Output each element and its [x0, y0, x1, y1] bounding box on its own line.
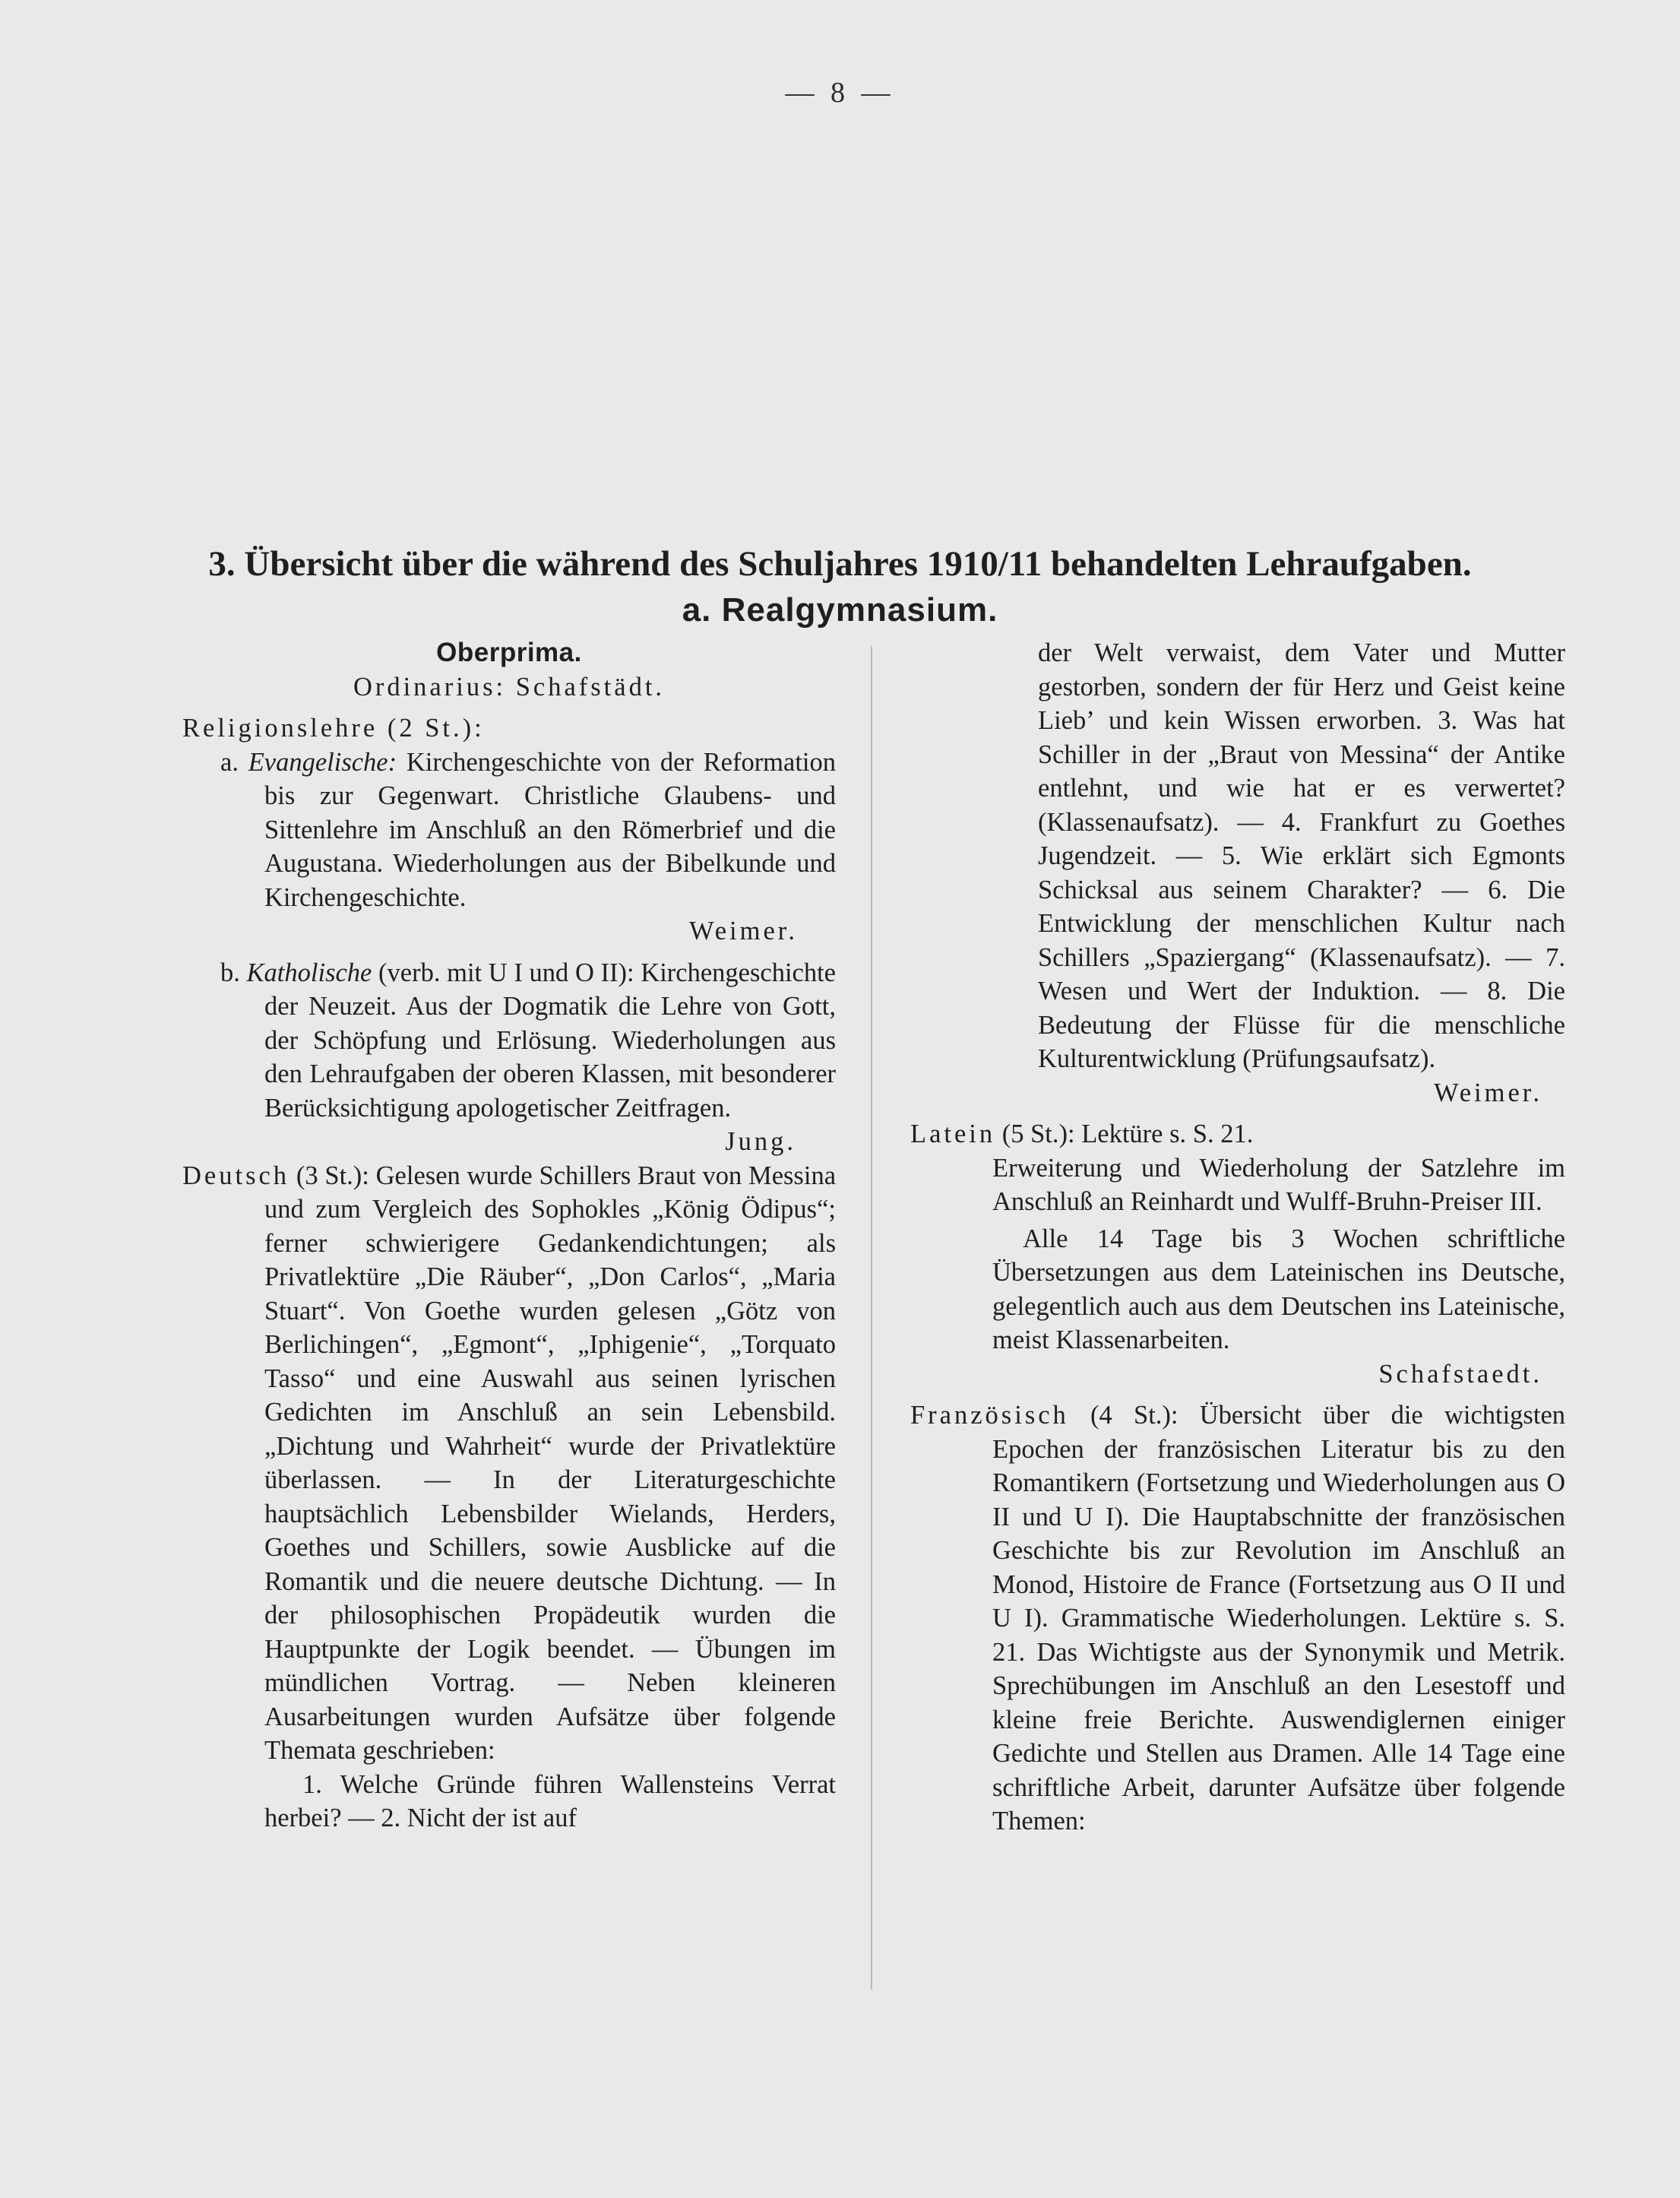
section-title: 3. Übersicht über die während des Schuljahres 1910/11 behandelten Lehraufgaben.	[208, 544, 1472, 584]
deutsch-text: (3 St.): Gelesen wurde Schillers Braut von Messina und zum Vergleich des Sophokles „König Ödipus“; ferner schwierigere Gedankendichtungen; als Privatlektüre „Die Räuber“, „Don Carlos“, „Maria Stuart“. Von Goethe wurden gelesen „Götz von Berlichingen“, „Egmont“, „Iphigenie“, „Torquato Tasso“ und eine Auswahl aus seinen lyrischen Gedichten im Anschluß an sein Lebensbild. „Dichtung und Wahrheit“ wurde der Privatlektüre überlassen. — In der Literaturgeschichte hauptsächlich Lebensbilder Wielands, Herders, Goethes und Schillers, sowie Ausblicke auf die Romantik und die neuere deutsche Dichtung. — In der philosophischen Propädeutik wurden die Hauptpunkte der Logik beendet. — Übungen im mündlichen Vortrag. — Neben kleineren Ausarbeitungen wurden Aufsätze über folgende Themata geschrieben:	[264, 1161, 837, 1765]
religion-a-text: Kirchengeschichte von der Reformation bis zur Gegenwart. Christliche Glaubens- und Sittenlehre im Anschluß an den Römerbrief und die Augustana. Wiederholungen aus der Bibelkunde und Kirchengeschichte.	[264, 747, 836, 912]
religion-b-label: b.	[220, 958, 240, 987]
column-divider	[871, 646, 872, 1990]
religion-a-signature: Weimer.	[688, 917, 798, 945]
deutsch-themes-continued: der Welt verwaist, dem Vater und Mutter gestorben, sondern der für Herz und Geist keine Lieb’ und kein Wissen erworben. 3. Was hat Schiller in der „Braut von Messina“ der Antike entlehnt, und wie hat er es verwertet? (Klassenaufsatz). — 4. Frankfurt zu Goethes Jugendzeit. — 5. Wie erklärt sich Egmonts Schicksal aus seinem Charakter? — 6. Die Entwicklung der menschlichen Kultur nach Schillers „Spaziergang“ (Klassenaufsatz). — 7. Wesen und Wert der Induktion. — 8. Die Bedeutung der Flüsse für die menschliche Kulturentwicklung (Prüfungsaufsatz).	[1038, 638, 1565, 1073]
deutsch-signature: Weimer.	[1433, 1078, 1542, 1107]
franz-heading: Französisch	[910, 1401, 1069, 1430]
religion-a-italic: Evangelische:	[248, 747, 397, 777]
latein-text1: (5 St.): Lektüre s. S. 21.	[1001, 1120, 1254, 1148]
latein-line1	[910, 1117, 1565, 1151]
religion-a	[182, 746, 836, 915]
right-column	[910, 636, 1565, 1839]
ordinarius-line: Ordinarius: Schafstädt.	[353, 672, 666, 702]
religion-b-italic: Katholische	[246, 958, 372, 987]
religion-b-signature: Jung.	[725, 1127, 796, 1156]
latein-heading: Latein	[910, 1120, 996, 1148]
deutsch-themes-start: 1. Welche Gründe führen Wallensteins Verrat herbei? — 2. Nicht der ist auf	[264, 1769, 836, 1832]
religion-b-text: (verb. mit U I und O II): Kirchengeschichte der Neuzeit. Aus der Dogmatik die Lehre von Gott, der Schöpfung und Erlösung. Wiederholungen aus den Lehraufgaben der oberen Klassen, mit besonderer Berücksichtigung apologetischer Zeitfragen.	[264, 958, 836, 1123]
deutsch-paragraph	[182, 1159, 836, 1768]
latein-text3: Alle 14 Tage bis 3 Wochen schriftliche Übersetzungen aus dem Lateinischen ins Deutsche, gelegentlich auch aus dem Deutschen ins Lateinische, meist Klassenarbeiten.	[992, 1224, 1565, 1354]
left-column	[182, 636, 836, 1835]
religion-a-label: a.	[220, 747, 239, 777]
section-subtitle: a. Realgymnasium.	[682, 591, 998, 629]
latein-signature: Schafstaedt.	[1378, 1359, 1542, 1389]
franz-text: (4 St.): Übersicht über die wichtigsten Epochen der französischen Literatur bis zu den Romantikern (Fortsetzung und Wiederholungen aus O II und U I). Die Hauptabschnitte der französischen Geschichte bis zur Revolution im Anschluß an Monod, Histoire de France (Fortsetzung aus O II und U I). Grammatische Wiederholungen. Lektüre s. S. 21. Das Wichtigste aus der Synonymik und Metrik. Sprechübungen im Anschluß an den Lesestoff und kleine freie Berichte. Auswendiglernen einiger Gedichte und Stellen aus Dramen. Alle 14 Tage eine schriftliche Arbeit, darunter Aufsätze über folgende Themen:	[992, 1401, 1566, 1835]
franz-paragraph	[910, 1398, 1565, 1839]
latein-text2: Erweiterung und Wiederholung der Satzlehre im Anschluß an Reinhardt und Wulff-Bruhn-Preiser III.	[992, 1153, 1565, 1216]
page-number: — 8 —	[785, 77, 895, 109]
religion-heading: Religionslehre (2 St.):	[182, 714, 485, 743]
religion-b	[182, 956, 836, 1126]
deutsch-heading: Deutsch	[182, 1161, 290, 1190]
class-heading: Oberprima.	[436, 638, 582, 667]
